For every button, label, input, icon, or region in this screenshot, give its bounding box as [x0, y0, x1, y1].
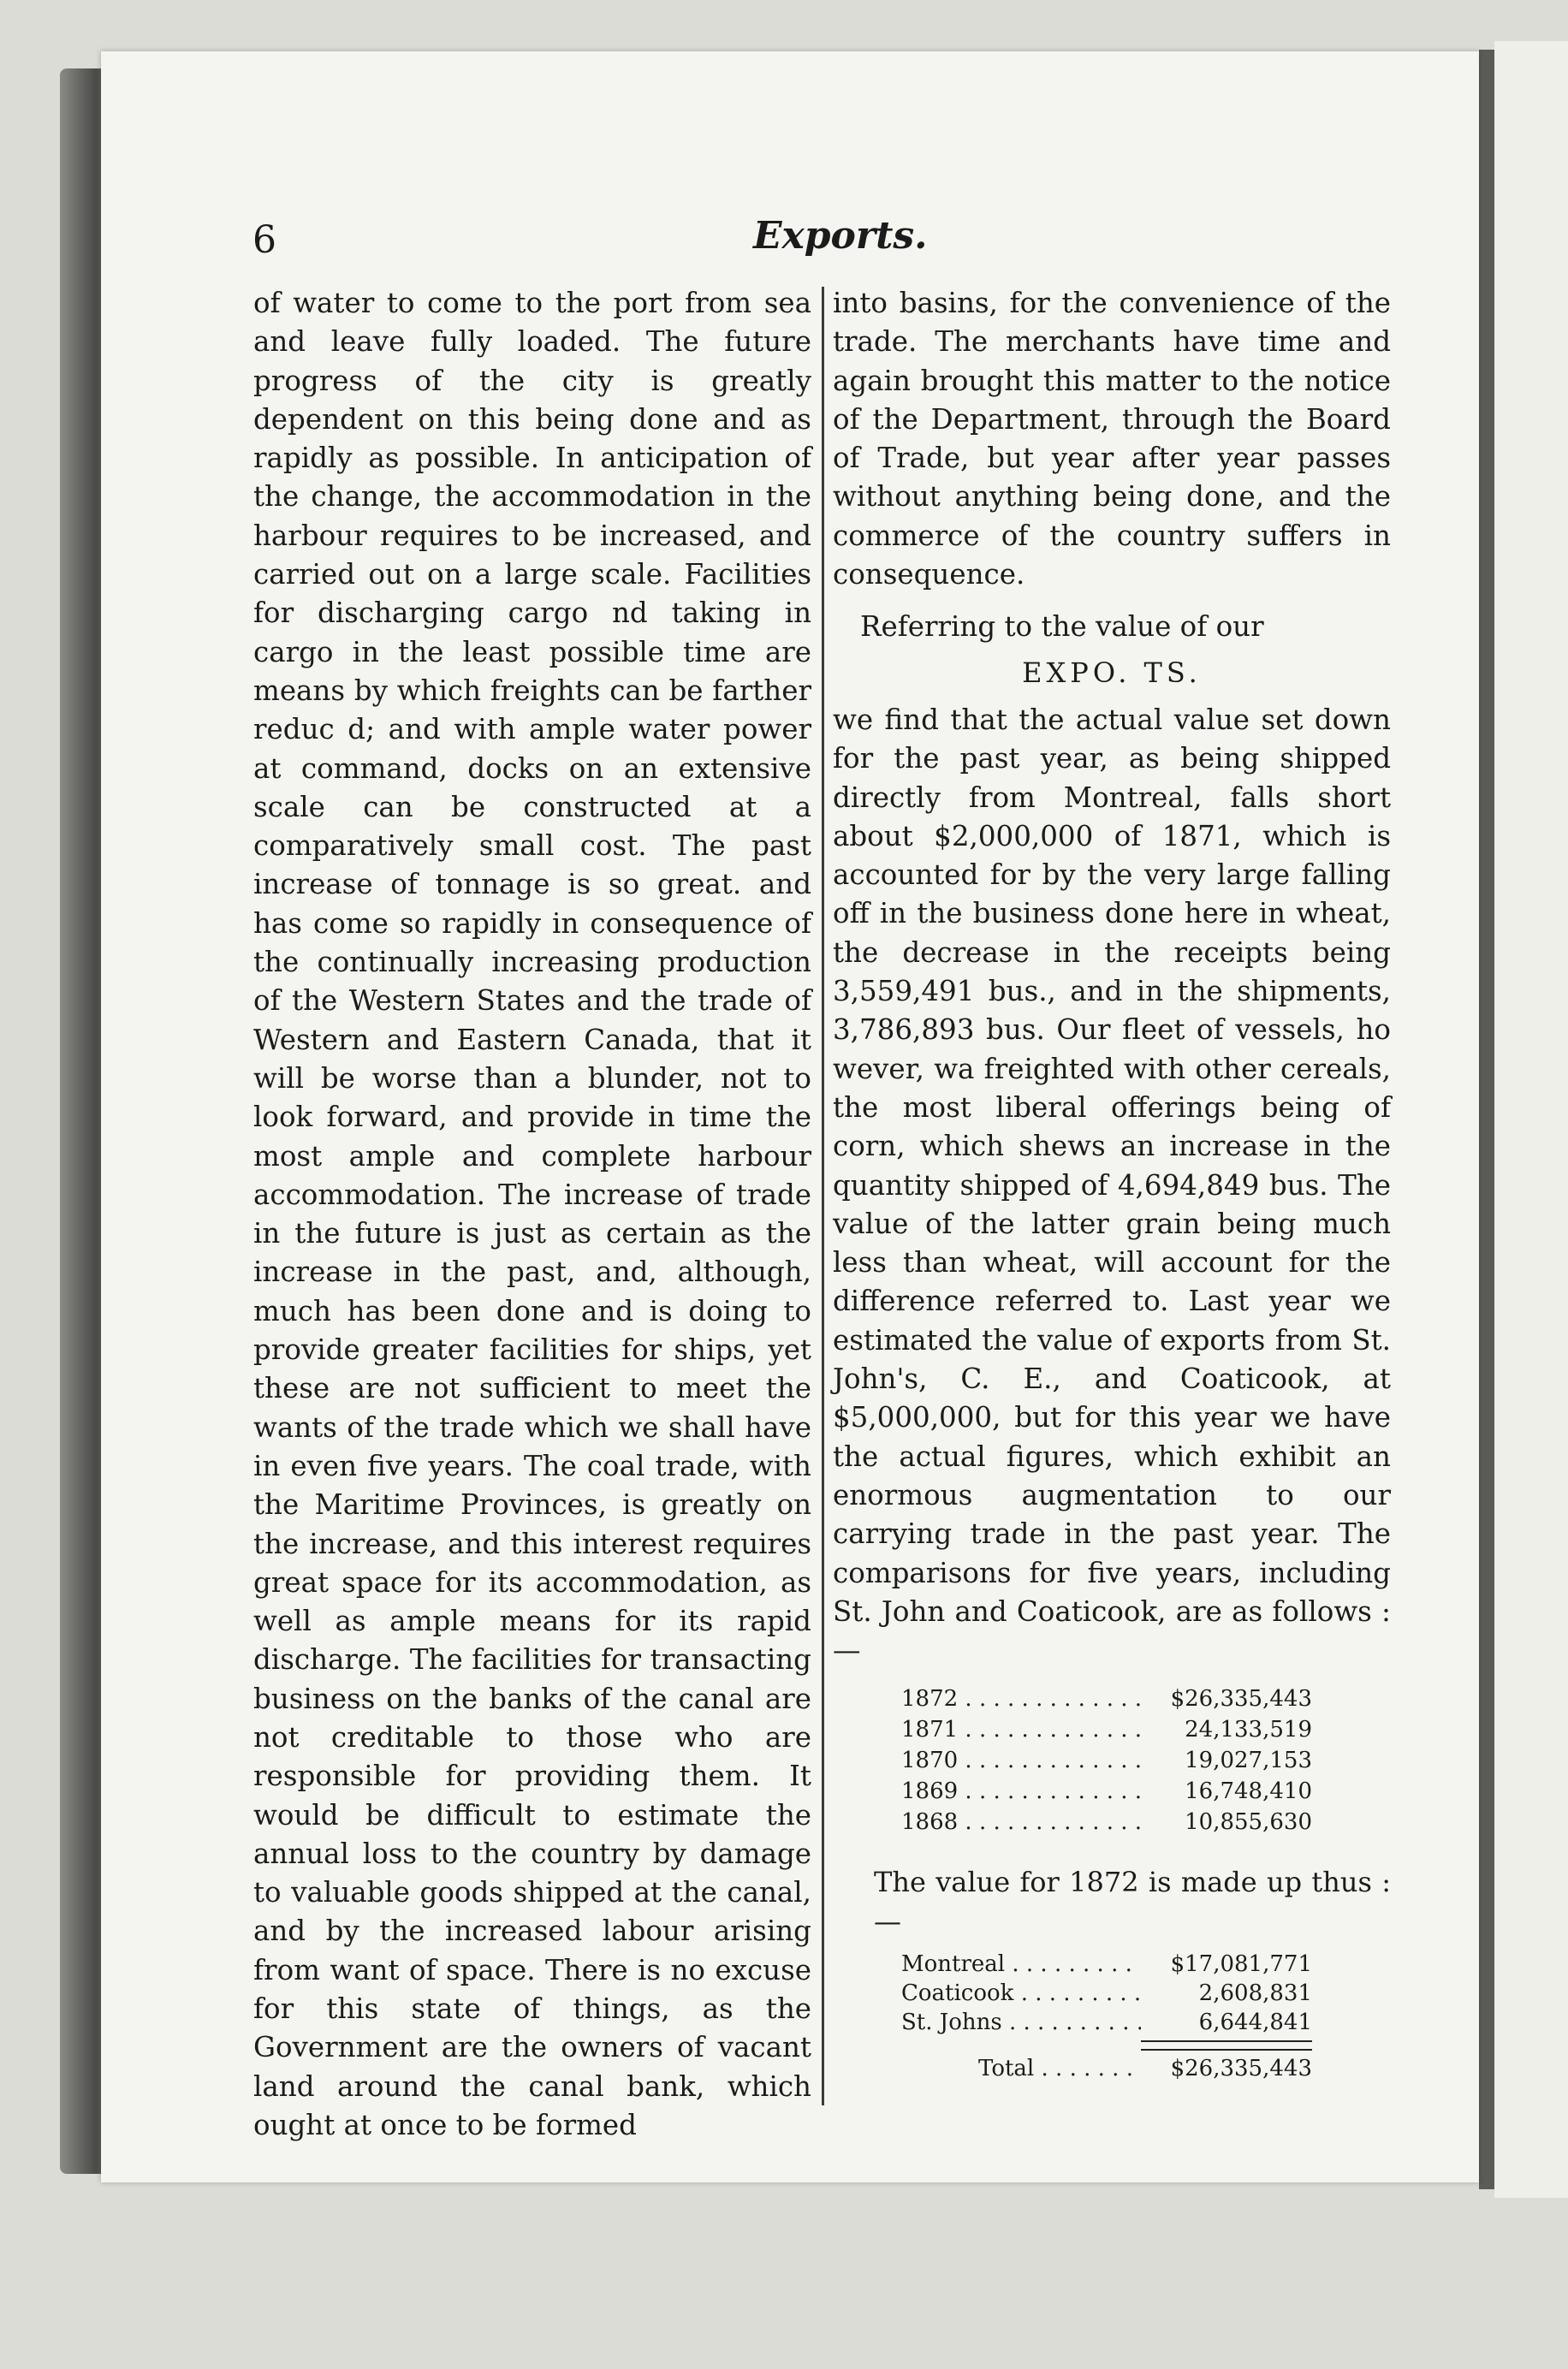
right-para-3: we find that the actual value set down for the past year, as being shipped directly from Montreal, falls short about $2,000,000 of 1871, which is accounted for by the very large falling off in the business done here in wheat, the decrease in the receipts being 3,559,491 bus., and in the shipments, 3,786,893 bus. Our fleet of vessels, ho wever, wa freighted with other cereals, the most liberal offerings being of corn, which shews an increase in the quantity shipped of 4,694,849 bus. The value of the latter grain being much less than wheat, will account for the difference referred to. Last year we estimated the value of exports from St. John's, C. E., and Coaticook, at $5,000,000, but for this year we have the actual figures, which exhibit an enormous augmentation to our carrying trade in the past year. The comparisons for five years, including St. John and Coaticook, are as follows :— — [833, 703, 1391, 1667]
table-row — [901, 1979, 1312, 2008]
table-row — [901, 1950, 1312, 1979]
year-label: 1871 . . . — [901, 1714, 1141, 1745]
year-label: 1870 . . . — [901, 1745, 1141, 1776]
table-row — [901, 2008, 1312, 2037]
page-number: 6 — [252, 218, 276, 262]
column-divider — [822, 287, 824, 2105]
year-label: 1869 . . . — [901, 1776, 1141, 1807]
year-value: $26,335,443 — [1170, 1686, 1312, 1713]
table-row — [901, 1807, 1312, 1838]
year-value: 24,133,519 — [1185, 1717, 1312, 1743]
total-row — [901, 2054, 1312, 2083]
table-row — [901, 1745, 1312, 1776]
right-para-1: into basins, for the convenience of the trade. The merchants have time and again brought this matter to the notice of the Department, through the Board of Trade, but year after year passes without anything being done, and the commerce of the country suffers in consequence. — [833, 287, 1391, 591]
left-column-text: of water to come to the port from sea and leave fully loaded. The future progress of the city is greatly dependent on this being done and as rapidly as possible. In anticipation of the change, the accommodation in the harbour requires to be increased, and carried out on a large scale. Facilities for discharging cargo nd taking in cargo in the least possible time are means by which freights can be farther reduc d; and with ample water power at command, docks on an extensive scale can be constructed at a comparatively small cost. The past increase of tonnage is so great. and has come so rapidly in consequence of the continually increasing production of the Western States and the trade of Western and Eastern Canada, that it will be worse than a blunder, not to look forward, and provide in time the most ample and complete harbour accommodation. The increase of trade in the future is just as certain as the increase in the past, and, although, much has been done and is doing to provide greater facilities for ships, yet these are not sufficient to meet the wants of the trade which we shall have in even five years. The coal trade, with the Maritime Provinces, is greatly on the increase, and this interest requires great space for its accommodation, as well as ample means for its rapid discharge. The facilities for transacting business on the banks of the canal are not creditable to those who are responsible for providing them. It would be difficult to estimate the annual loss to the country by damage to valuable goods shipped at the canal, and by the increased labour arising from want of space. There is no excuse for this state of things, as the Government are the owners of vacant land around the canal bank, which ought at once to be formed — [253, 287, 811, 2141]
running-head: Exports. — [753, 214, 928, 258]
make-up-line: The value for 1872 is made up thus :— — [874, 1866, 1391, 1938]
place-value: $17,081,771 — [1170, 1950, 1312, 1977]
place-label: St. Johns . . . — [901, 2008, 1141, 2037]
total-rule — [1141, 2040, 1312, 2051]
table-row — [901, 1683, 1312, 1714]
year-label: 1872 . . . — [901, 1683, 1141, 1714]
year-value: 19,027,153 — [1185, 1748, 1312, 1774]
breakdown-table — [901, 1950, 1312, 2083]
year-value: 10,855,630 — [1185, 1809, 1312, 1836]
section-heading: EXPO. TS. — [1022, 656, 1202, 689]
place-label: Montreal . . . — [901, 1950, 1141, 1979]
total-value: $26,335,443 — [1170, 2055, 1312, 2081]
right-para-2: Referring to the value of our — [860, 610, 1264, 644]
page-gutter-shadow — [1479, 50, 1494, 2189]
year-label: 1868 . . . — [901, 1807, 1141, 1838]
table-row — [901, 1714, 1312, 1745]
years-table — [901, 1683, 1312, 1838]
place-label: Coaticook . . . — [901, 1979, 1141, 2008]
place-value: 6,644,841 — [1198, 2009, 1312, 2035]
left-column — [253, 284, 811, 2145]
adjacent-page-edge — [1494, 41, 1568, 2198]
total-label: Total . . . — [901, 2054, 1141, 2083]
right-column — [833, 284, 1391, 2083]
place-value: 2,608,831 — [1198, 1980, 1312, 2006]
year-value: 16,748,410 — [1185, 1778, 1312, 1805]
table-row — [901, 1776, 1312, 1807]
